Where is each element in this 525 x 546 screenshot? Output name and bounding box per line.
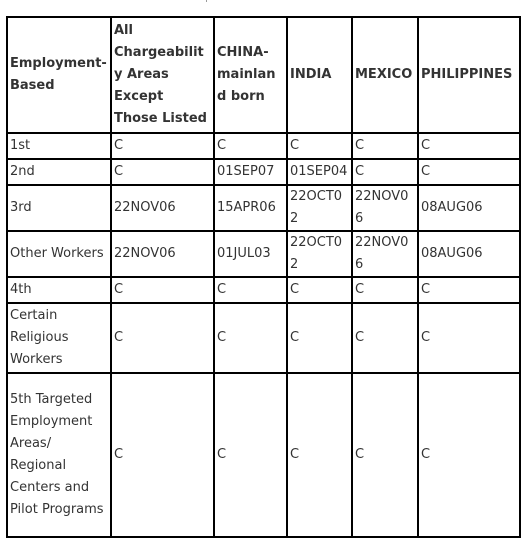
- cell-india: 22OCT02: [287, 185, 352, 231]
- row-category: 3rd: [7, 185, 111, 231]
- cell-mexico: C: [352, 159, 418, 185]
- cell-philippines: C: [418, 159, 520, 185]
- cell-china: C: [214, 277, 287, 303]
- cell-china: 01JUL03: [214, 231, 287, 277]
- cell-china: 01SEP07: [214, 159, 287, 185]
- table-row: [7, 277, 520, 303]
- cell-india: 22OCT02: [287, 231, 352, 277]
- cell-india: 01SEP04: [287, 159, 352, 185]
- cell-india: C: [287, 373, 352, 537]
- table-header-row: [7, 17, 520, 133]
- page-top-edge: [0, 0, 525, 16]
- cell-mexico: 22NOV06: [352, 231, 418, 277]
- cell-philippines: 08AUG06: [418, 231, 520, 277]
- cell-mexico: C: [352, 133, 418, 159]
- cell-china: C: [214, 133, 287, 159]
- cell-philippines: C: [418, 133, 520, 159]
- cell-china: 15APR06: [214, 185, 287, 231]
- table-row: [7, 303, 520, 373]
- cell-mexico: C: [352, 373, 418, 537]
- cell-all-chargeability: C: [111, 159, 214, 185]
- column-header-philippines: PHILIPPINES: [418, 17, 520, 133]
- cell-all-chargeability: C: [111, 133, 214, 159]
- cell-all-chargeability: 22NOV06: [111, 185, 214, 231]
- row-category: Other Workers: [7, 231, 111, 277]
- column-header-india: INDIA: [287, 17, 352, 133]
- visa-bulletin-table: [6, 16, 521, 538]
- cell-all-chargeability: C: [111, 277, 214, 303]
- table-row: [7, 185, 520, 231]
- cell-india: C: [287, 277, 352, 303]
- table-row: [7, 159, 520, 185]
- column-header-all-chargeability: All Chargeability Areas Except Those Listed: [111, 17, 214, 133]
- row-category: Certain Religious Workers: [7, 303, 111, 373]
- cropped-text-fragment: [206, 0, 207, 2]
- row-category: 2nd: [7, 159, 111, 185]
- row-category: 5th Targeted Employment Areas/ Regional Centers and Pilot Programs: [7, 373, 111, 537]
- column-header-employment-based: Employment-Based: [7, 17, 111, 133]
- cell-india: C: [287, 133, 352, 159]
- table-row: [7, 373, 520, 537]
- cell-mexico: 22NOV06: [352, 185, 418, 231]
- row-category: 4th: [7, 277, 111, 303]
- cell-china: C: [214, 303, 287, 373]
- cell-mexico: C: [352, 303, 418, 373]
- cell-india: C: [287, 303, 352, 373]
- table-row: [7, 231, 520, 277]
- cell-philippines: C: [418, 277, 520, 303]
- column-header-china: CHINA-mainland born: [214, 17, 287, 133]
- row-category: 1st: [7, 133, 111, 159]
- table-row: [7, 133, 520, 159]
- cell-philippines: 08AUG06: [418, 185, 520, 231]
- cell-philippines: C: [418, 303, 520, 373]
- column-header-mexico: MEXICO: [352, 17, 418, 133]
- cell-all-chargeability: 22NOV06: [111, 231, 214, 277]
- cell-all-chargeability: C: [111, 373, 214, 537]
- cell-philippines: C: [418, 373, 520, 537]
- cell-mexico: C: [352, 277, 418, 303]
- cell-all-chargeability: C: [111, 303, 214, 373]
- cell-china: C: [214, 373, 287, 537]
